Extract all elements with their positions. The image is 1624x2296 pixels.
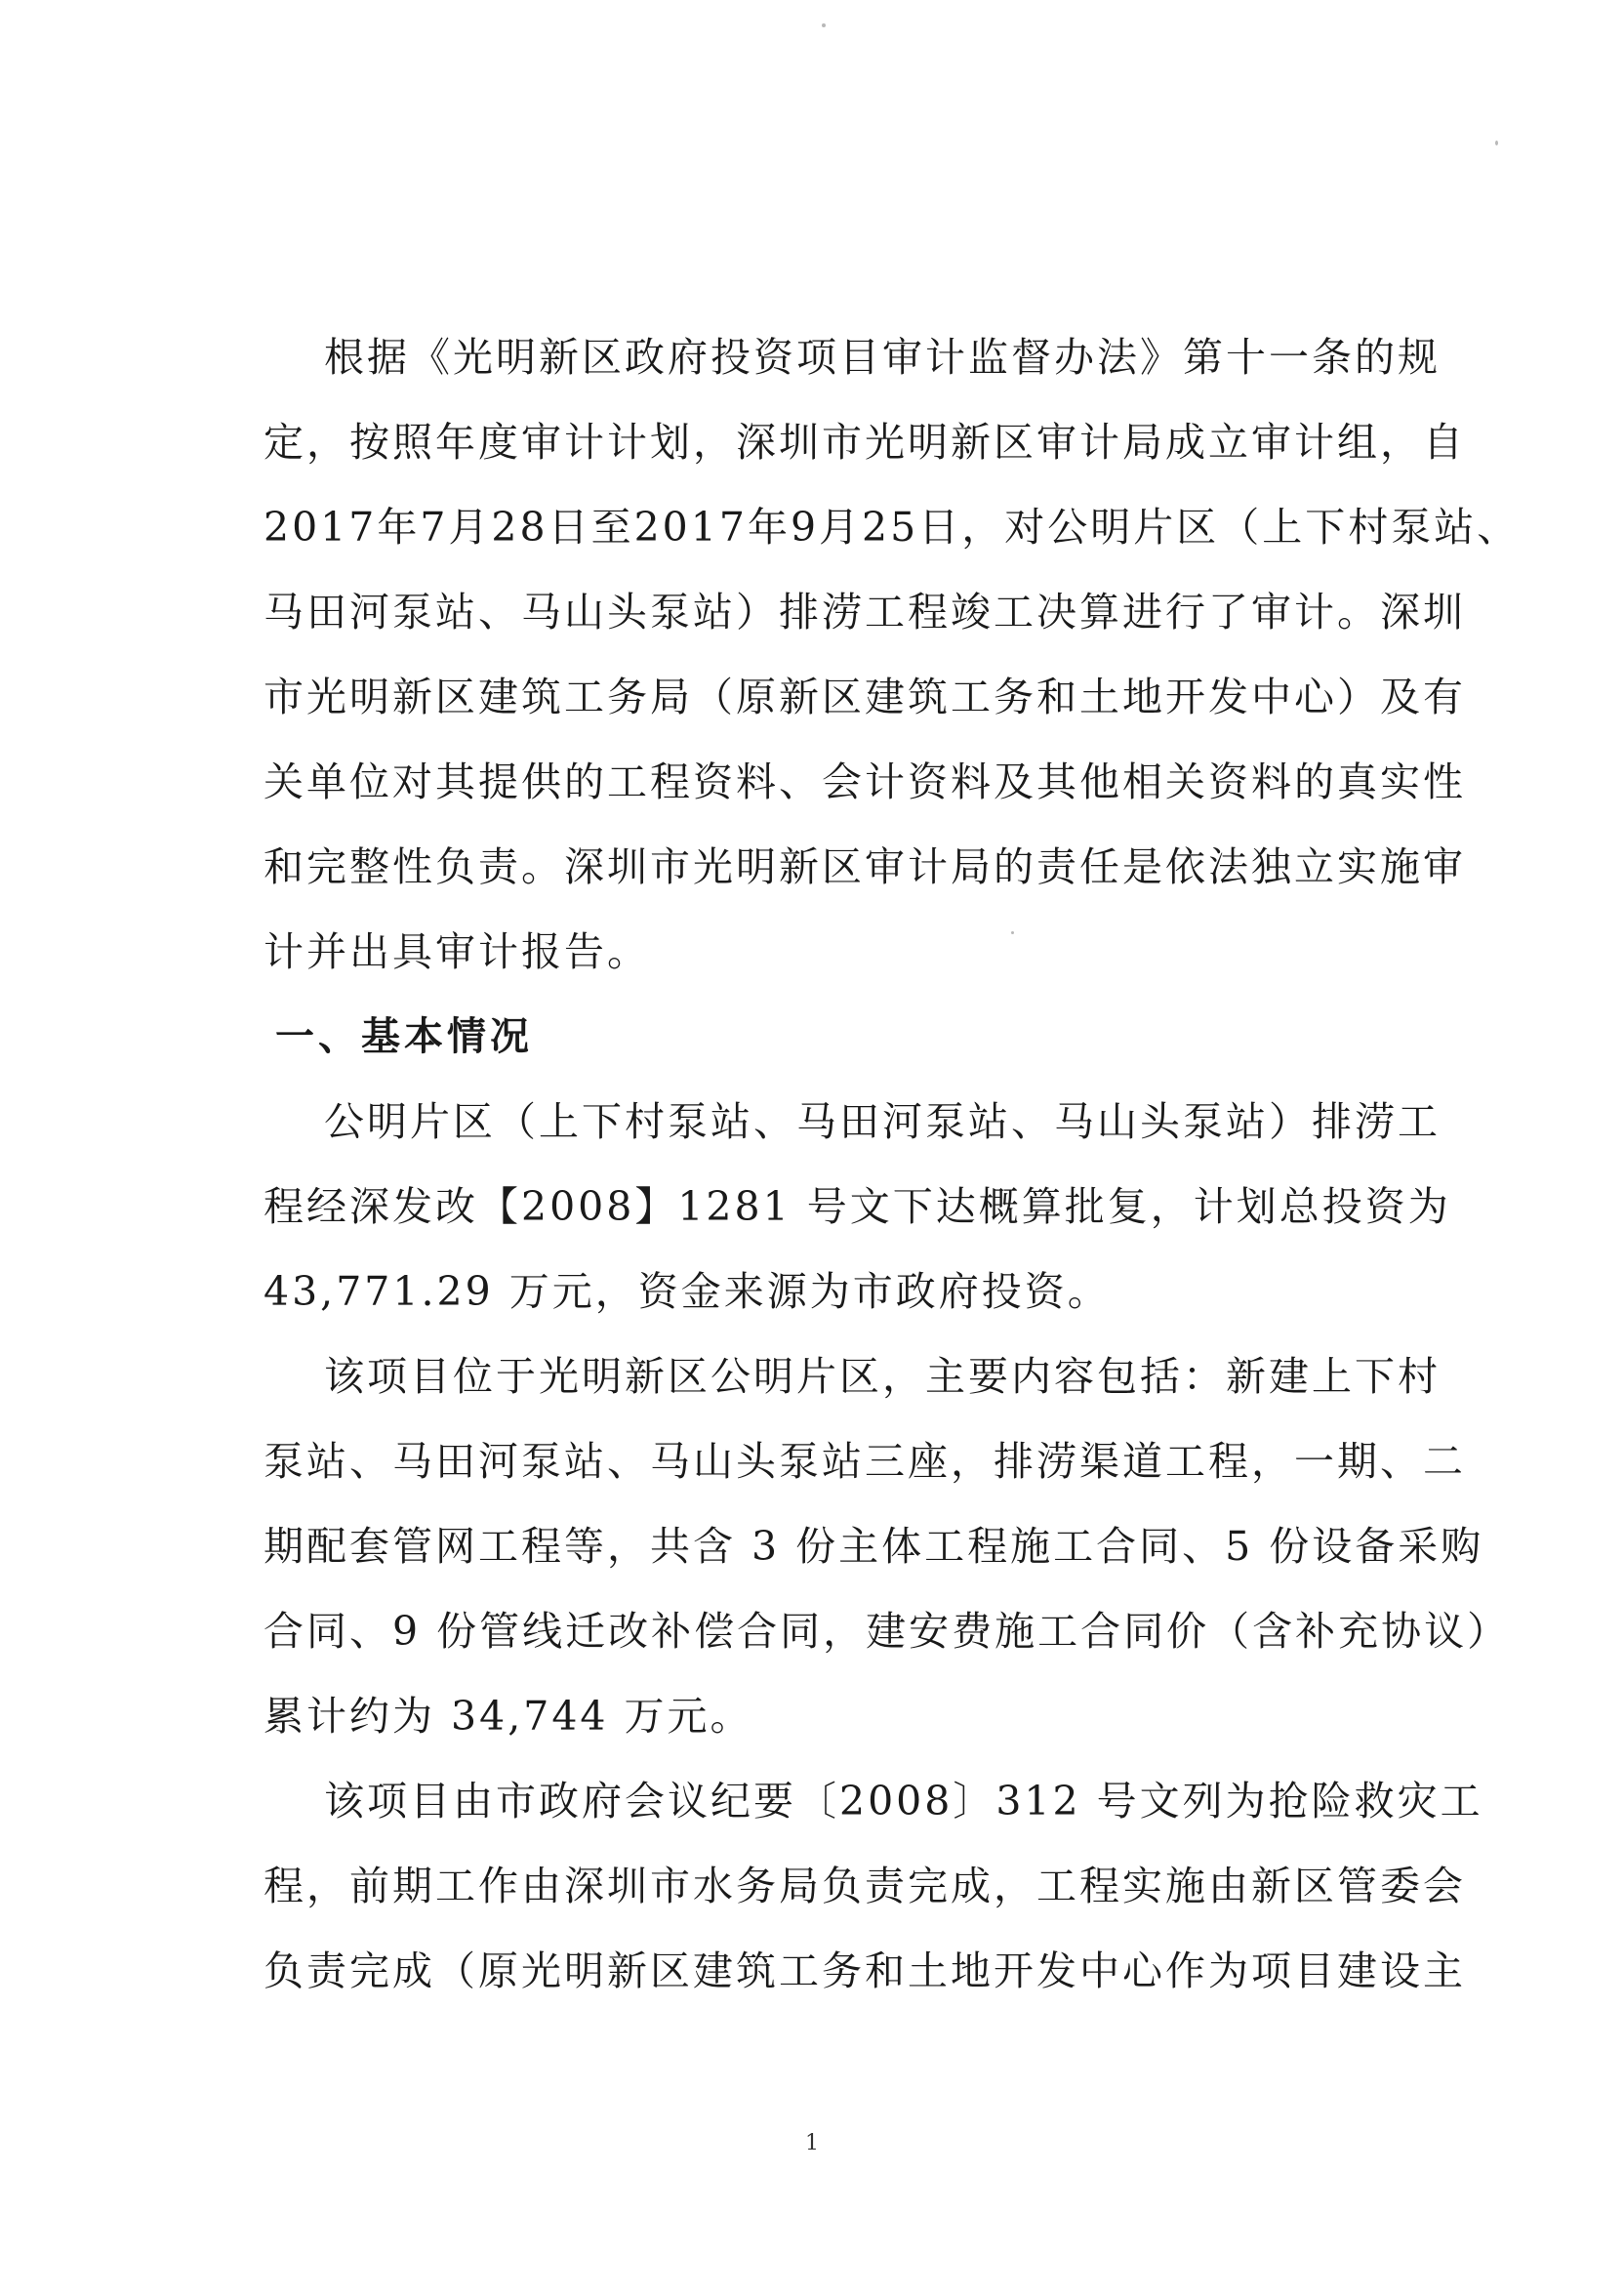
text-line: 2017年7月28日至2017年9月25日，对公明片区（上下村泵站、 — [264, 504, 1521, 551]
text-line: 关单位对其提供的工程资料、会计资料及其他相关资料的真实性 — [264, 758, 1466, 805]
text-line: 根据《光明新区政府投资项目审计监督办法》第十一条的规 — [324, 334, 1441, 381]
page-number: 1 — [805, 2131, 819, 2155]
text-line: 合同、9 份管线迁改补偿合同，建安费施工合同价（含补充协议） — [264, 1608, 1511, 1655]
text-line: 累计约为 34,744 万元。 — [264, 1693, 753, 1740]
text-line: 和完整性负责。深圳市光明新区审计局的责任是依法独立实施审 — [264, 843, 1466, 890]
scan-speck-top — [822, 23, 826, 27]
text-line: 该项目由市政府会议纪要〔2008〕312 号文列为抢险救灾工 — [324, 1778, 1483, 1824]
text-line: 程经深发改【2008】1281 号文下达概算批复，计划总投资为 — [264, 1183, 1451, 1230]
text-line: 负责完成（原光明新区建筑工务和土地开发中心作为项目建设主 — [264, 1948, 1466, 1994]
text-line: 马田河泵站、马山头泵站）排涝工程竣工决算进行了审计。深圳 — [264, 589, 1466, 636]
section-heading: 一、基本情况 — [275, 1014, 533, 1059]
text-line: 该项目位于光明新区公明片区，主要内容包括：新建上下村 — [324, 1353, 1441, 1400]
text-line: 泵站、马田河泵站、马山头泵站三座，排涝渠道工程，一期、二 — [264, 1438, 1466, 1485]
text-line: 公明片区（上下村泵站、马田河泵站、马山头泵站）排涝工 — [324, 1098, 1441, 1145]
text-line: 期配套管网工程等，共含 3 份主体工程施工合同、5 份设备采购 — [264, 1523, 1484, 1570]
scan-speck-right — [1495, 141, 1498, 145]
text-line: 市光明新区建筑工务局（原新区建筑工务和土地开发中心）及有 — [264, 674, 1466, 720]
text-line: 定，按照年度审计计划，深圳市光明新区审计局成立审计组，自 — [264, 419, 1466, 466]
text-line: 计并出具审计报告。 — [264, 928, 650, 975]
text-line: 43,771.29 万元，资金来源为市政府投资。 — [264, 1268, 1111, 1315]
text-line: 程，前期工作由深圳市水务局负责完成，工程实施由新区管委会 — [264, 1863, 1466, 1909]
